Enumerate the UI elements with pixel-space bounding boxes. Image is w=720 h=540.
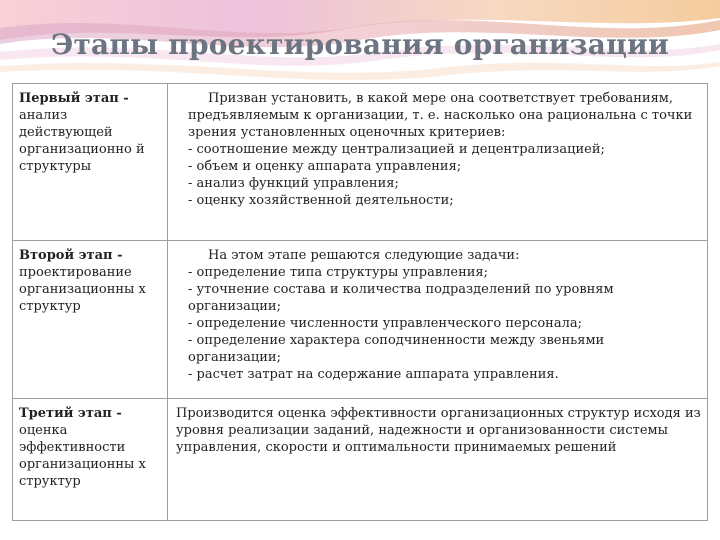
page-title: Этапы проектирования организации <box>51 28 669 61</box>
list-item: - определение типа структуры управления; <box>188 265 489 280</box>
list-item: - соотношение между централизацией и децентрализацией; <box>188 142 605 157</box>
table-row <box>13 399 708 521</box>
stage-description: проектирование организационны х структур <box>19 265 146 314</box>
list-item: - объем и оценку аппарата управления; <box>188 159 462 174</box>
description-cell <box>168 84 708 241</box>
list-item: - определение характера соподчиненности между звеньями организации; <box>188 333 605 365</box>
stage-cell <box>13 399 168 521</box>
stage-separator: - <box>112 248 123 263</box>
stage-description: анализ действующей организационно й структуры <box>19 108 145 174</box>
stage-name: Второй этап <box>19 248 113 263</box>
table-row <box>13 84 708 241</box>
list-item: - анализ функций управления; <box>188 176 399 191</box>
list-item: - уточнение состава и количества подразделений по уровням организации; <box>188 282 614 314</box>
description-cell <box>168 399 708 521</box>
list-item: - определение численности управленческого персонала; <box>188 316 582 331</box>
stages-table <box>12 83 708 521</box>
stage-cell <box>13 84 168 241</box>
description-cell <box>168 241 708 399</box>
stage-name: Первый этап <box>19 91 119 106</box>
list-item: - оценку хозяйственной деятельности; <box>188 193 454 208</box>
stage-cell <box>13 241 168 399</box>
table-row <box>13 241 708 399</box>
description-lead: Призван установить, в какой мере она соответствует требованиям, предъявляемым к организации, т. е. насколько она рациональна с точки зрения установленных оценочных критериев: <box>188 91 693 140</box>
stage-name: Третий этап <box>19 406 112 421</box>
stage-description: оценка эффективности организационны х структур <box>19 423 146 489</box>
list-item: - расчет затрат на содержание аппарата управления. <box>188 367 559 382</box>
description-lead: На этом этапе решаются следующие задачи: <box>208 248 520 263</box>
stage-separator: - <box>118 91 129 106</box>
stage-separator: - <box>111 406 122 421</box>
description-lead: Производится оценка эффективности организационных структур исходя из уровня реализации заданий, надежности и организованности системы управления, скорости и оптимальности принимаемых решений <box>176 406 701 455</box>
